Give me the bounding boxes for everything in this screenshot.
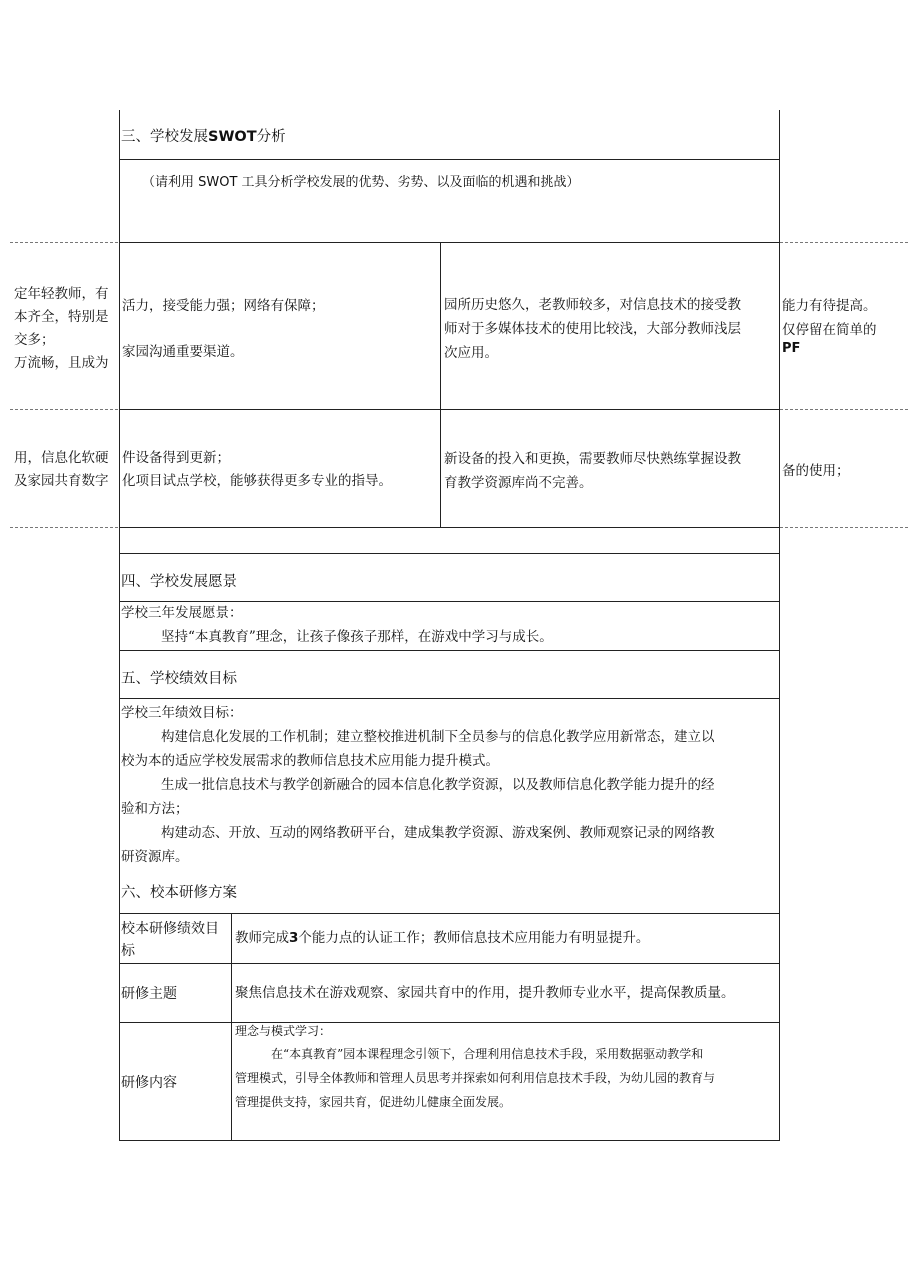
section5-paragraph: 校为本的适应学校发展需求的教师信息技术应用能力提升模式。 — [121, 753, 499, 769]
swot-line — [119, 527, 780, 528]
section5-paragraph: 验和方法； — [121, 801, 189, 817]
frame-line — [779, 110, 780, 242]
section5-title: 五、学校绩效目标 — [121, 671, 237, 687]
plan-row-label: 研修主题 — [121, 986, 177, 1002]
frame-line — [119, 913, 780, 914]
frame-line — [119, 1140, 780, 1141]
swot-weakness-text: 园所历史悠久，老教师较多，对信息技术的接受教 — [444, 297, 741, 313]
swot-line — [779, 242, 780, 528]
section3-title: 三、学校发展SWOT分析 — [121, 129, 286, 145]
frame-line — [119, 159, 780, 160]
frame-line — [119, 1022, 780, 1023]
swot-opportunity-fragment: 及家园共育数字 — [14, 473, 109, 489]
swot-line — [440, 242, 441, 528]
swot-strength-text: 活力，接受能力强；网络有保障； — [122, 298, 325, 314]
section4-text: 坚持“本真教育”理念，让孩子像孩子那样，在游戏中学习与成长。 — [161, 629, 553, 645]
swot-weakness-text: 师对于多媒体技术的使用比较浅，大部分教师浅层 — [444, 321, 741, 337]
plan-row-content: 管理模式，引导全体教师和管理人员思考并探索如何利用信息技术手段，为幼儿园的教育与 — [235, 1071, 716, 1085]
plan-row-content: 在“本真教育”园本课程理念引领下，合理利用信息技术手段，采用数据驱动教学和 — [271, 1047, 704, 1061]
plan-row-content: 管理提供支持，家园共育，促进幼儿健康全面发展。 — [235, 1095, 512, 1109]
section3-note: （请利用 SWOT 工具分析学校发展的优势、劣势、以及面临的机遇和挑战） — [142, 175, 580, 190]
section4-title: 四、学校发展愿景 — [121, 574, 237, 590]
frame-line — [779, 527, 780, 1141]
section6-title: 六、校本研修方案 — [121, 885, 237, 901]
frame-line — [119, 963, 780, 964]
swot-weakness-fragment: 仅停留在简单的 — [782, 322, 877, 338]
plan-row-content-title: 理念与模式学习： — [235, 1024, 332, 1038]
section5-paragraph: 构建信息化发展的工作机制；建立整校推进机制下全员参与的信息化教学应用新常态，建立以 — [161, 729, 715, 745]
section4-label: 学校三年发展愿景： — [121, 605, 243, 621]
section5-label: 学校三年绩效目标： — [121, 705, 243, 721]
swot-strength-fragment: 交多； — [14, 332, 55, 348]
plan-row-content: 聚焦信息技术在游戏观察、家园共育中的作用，提升教师专业水平，提高保教质量。 — [235, 985, 735, 1001]
plan-row-label: 研修内容 — [121, 1075, 177, 1091]
section5-paragraph: 构建动态、开放、互动的网络教研平台，建成集教学资源、游戏案例、教师观察记录的网络教 — [161, 825, 715, 841]
swot-line — [119, 409, 780, 410]
swot-opportunity-fragment: 用，信息化软硬 — [14, 450, 109, 466]
swot-weakness-text: 次应用。 — [444, 345, 498, 361]
section5-paragraph: 生成一批信息技术与教学创新融合的园本信息化教学资源，以及教师信息化教学能力提升的经 — [161, 777, 715, 793]
section5-paragraph: 研资源库。 — [121, 849, 189, 865]
swot-threat-text: 新设备的投入和更换，需要教师尽快熟练掌握设教 — [444, 451, 741, 467]
plan-row-label: 校本研修绩效目 标 — [121, 921, 219, 959]
swot-opportunity-text: 化项目试点学校，能够获得更多专业的指导。 — [122, 473, 392, 489]
frame-line — [119, 650, 780, 651]
swot-line — [119, 242, 120, 528]
swot-opportunity-text: 件设备得到更新； — [122, 450, 230, 466]
frame-line — [119, 110, 120, 242]
swot-weakness-fragment: 能力有待提高。 — [782, 298, 877, 314]
frame-line — [231, 913, 232, 1141]
frame-line — [119, 527, 120, 1141]
plan-row-content: 教师完成3个能力点的认证工作；教师信息技术应用能力有明显提升。 — [235, 930, 650, 946]
swot-threat-fragment: 备的使用； — [782, 463, 850, 479]
swot-strength-fragment: 本齐全，特别是 — [14, 309, 109, 325]
swot-line — [119, 242, 780, 243]
frame-line — [119, 553, 780, 554]
swot-threat-text: 育教学资源库尚不完善。 — [444, 475, 593, 491]
swot-weakness-fragment: PF — [782, 341, 801, 356]
swot-strength-fragment: 万流畅，且成为 — [14, 355, 109, 371]
swot-strength-fragment: 定年轻教师，有 — [14, 286, 109, 302]
swot-strength-text: 家园沟通重要渠道。 — [122, 344, 244, 360]
frame-line — [119, 698, 780, 699]
